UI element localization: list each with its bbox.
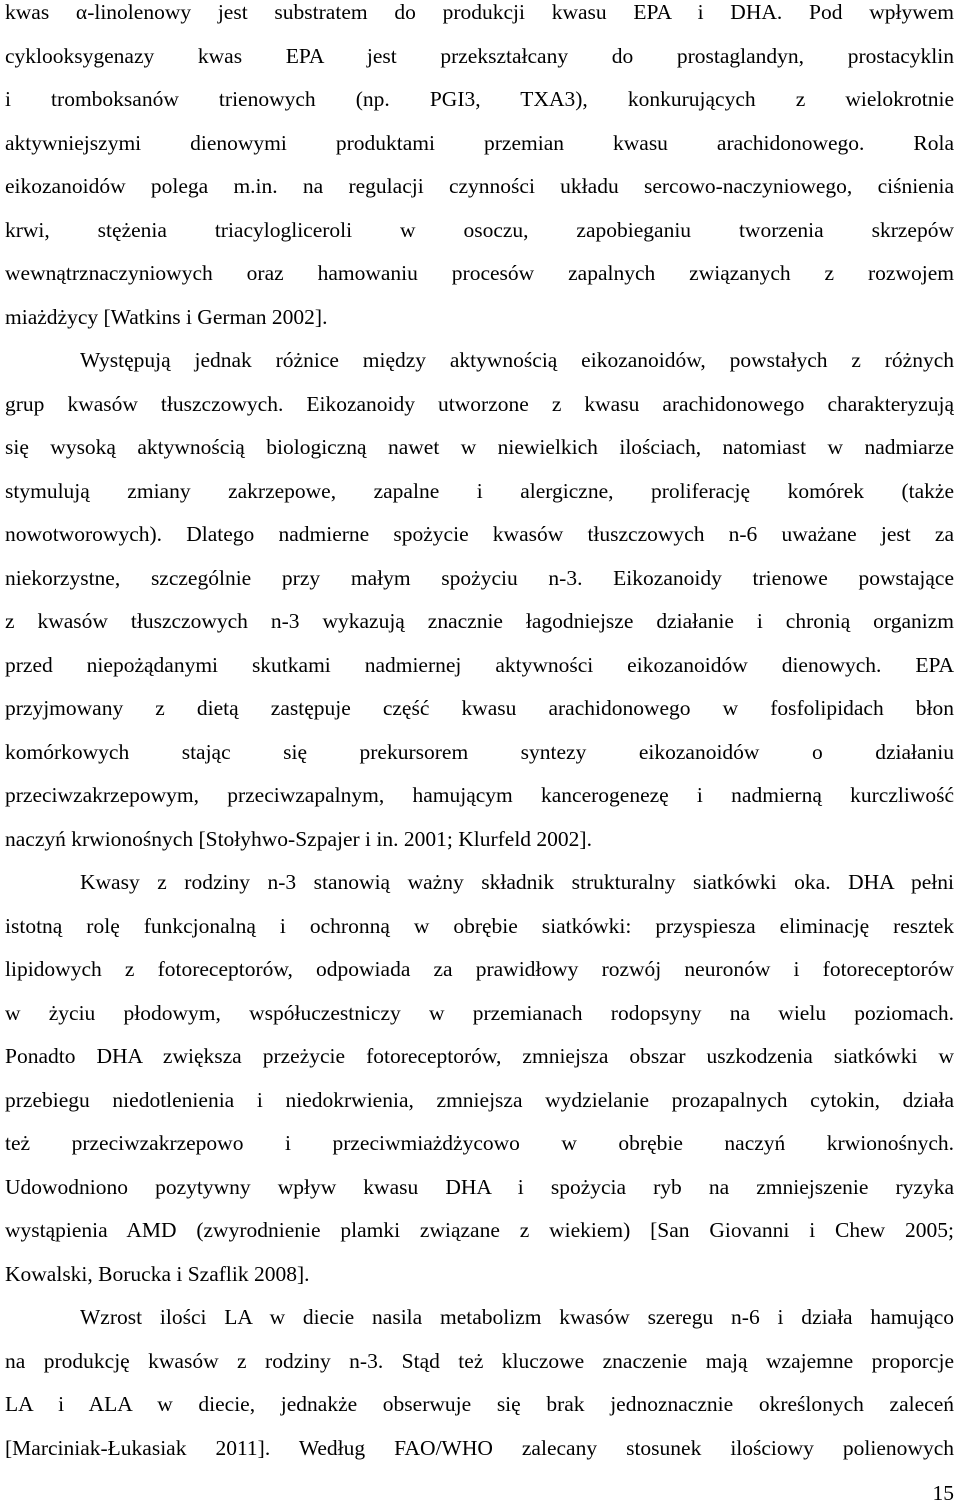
- text-line: przeciwzakrzepowym, przeciwzapalnym, hamującym kancerogenezę i nadmierną kurczliwość: [5, 783, 954, 807]
- text-line: stymulują zmiany zakrzepowe, zapalne i alergiczne, proliferację komórek (także: [5, 478, 954, 503]
- text-line: Kowalski, Borucka i Szaflik 2008].: [5, 1261, 310, 1286]
- text-line: aktywniejszymi dienowymi produktami przemian kwasu arachidonowego. Rola: [5, 130, 954, 155]
- text-line: Ponadto DHA zwiększa przeżycie fotoreceptorów, zmniejsza obszar uszkodzenia siatkówki w: [5, 1044, 954, 1068]
- text-line: niekorzystne, szczególnie przy małym spożyciu n-3. Eikozanoidy trienowe powstające: [5, 565, 954, 590]
- text-line: w życiu płodowym, współuczestniczy w przemianach rodopsyny na wielu poziomach.: [5, 1000, 954, 1025]
- text-line: i tromboksanów trienowych (np. PGI3, TXA3), konkurujących z wielokrotnie: [5, 87, 954, 111]
- text-line: z kwasów tłuszczowych n-3 wykazują znacznie łagodniejsze działanie i chronią organizm: [5, 609, 954, 633]
- text-line: na produkcję kwasów z rodziny n-3. Stąd też kluczowe znaczenie mają wzajemne proporcje: [5, 1348, 954, 1373]
- text-line: Kwasy z rodziny n-3 stanowią ważny składnik strukturalny siatkówki oka. DHA pełni: [80, 870, 954, 894]
- text-line: komórkowych stając się prekursorem syntezy eikozanoidów o działaniu: [5, 739, 954, 764]
- text-line: nowotworowych). Dlatego nadmierne spożycie kwasów tłuszczowych n-6 uważane jest za: [5, 522, 954, 546]
- text-line: wewnątrznaczyniowych oraz hamowaniu procesów zapalnych związanych z rozwojem: [5, 261, 954, 285]
- document-page: [5, 0, 954, 1470]
- text-line: krwi, stężenia triacylogliceroli w osoczu, zapobieganiu tworzenia skrzepów: [5, 217, 954, 242]
- text-line: przebiegu niedotlenienia i niedokrwienia, zmniejsza wydzielanie prozapalnych cytokin, działa: [5, 1087, 954, 1112]
- text-line: grup kwasów tłuszczowych. Eikozanoidy utworzone z kwasu arachidonowego charakteryzują: [5, 391, 954, 416]
- text-line: naczyń krwionośnych [Stołyhwo-Szpajer i in. 2001; Klurfeld 2002].: [5, 826, 592, 851]
- text-line: przyjmowany z dietą zastępuje część kwasu arachidonowego w fosfolipidach błon: [5, 696, 954, 720]
- text-line: [Marciniak-Łukasiak 2011]. Według FAO/WHO zalecany stosunek ilościowy polienowych: [5, 1435, 954, 1460]
- text-line: miażdżycy [Watkins i German 2002].: [5, 304, 328, 329]
- text-line: Wzrost ilości LA w diecie nasila metabolizm kwasów szeregu n-6 i działa hamująco: [80, 1305, 954, 1329]
- text-line: kwas α-linolenowy jest substratem do produkcji kwasu EPA i DHA. Pod wpływem: [5, 0, 954, 24]
- text-line: się wysoką aktywnością biologiczną nawet w niewielkich ilościach, natomiast w nadmiarze: [5, 435, 954, 459]
- text-line: cyklooksygenazy kwas EPA jest przekształcany do prostaglandyn, prostacyklin: [5, 43, 954, 68]
- text-line: Udowodniono pozytywny wpływ kwasu DHA i spożycia ryb na zmniejszenie ryzyka: [5, 1174, 954, 1199]
- text-line: Występują jednak różnice między aktywnością eikozanoidów, powstałych z różnych: [80, 348, 954, 372]
- text-line: eikozanoidów polega m.in. na regulacji czynności układu sercowo-naczyniowego, ciśnienia: [5, 174, 954, 198]
- text-line: wystąpienia AMD (zwyrodnienie plamki związane z wiekiem) [San Giovanni i Chew 2005;: [5, 1218, 954, 1242]
- page-number: 15: [932, 1481, 954, 1505]
- text-line: też przeciwzakrzepowo i przeciwmiażdżycowo w obrębie naczyń krwionośnych.: [5, 1131, 954, 1155]
- text-line: lipidowych z fotoreceptorów, odpowiada za prawidłowy rozwój neuronów i fotoreceptorów: [5, 957, 954, 981]
- text-line: istotną rolę funkcjonalną i ochronną w obrębie siatkówki: przyspiesza eliminację resztek: [5, 913, 954, 938]
- text-line: przed niepożądanymi skutkami nadmiernej aktywności eikozanoidów dienowych. EPA: [5, 652, 954, 677]
- text-line: LA i ALA w diecie, jednakże obserwuje się brak jednoznacznie określonych zaleceń: [5, 1392, 954, 1416]
